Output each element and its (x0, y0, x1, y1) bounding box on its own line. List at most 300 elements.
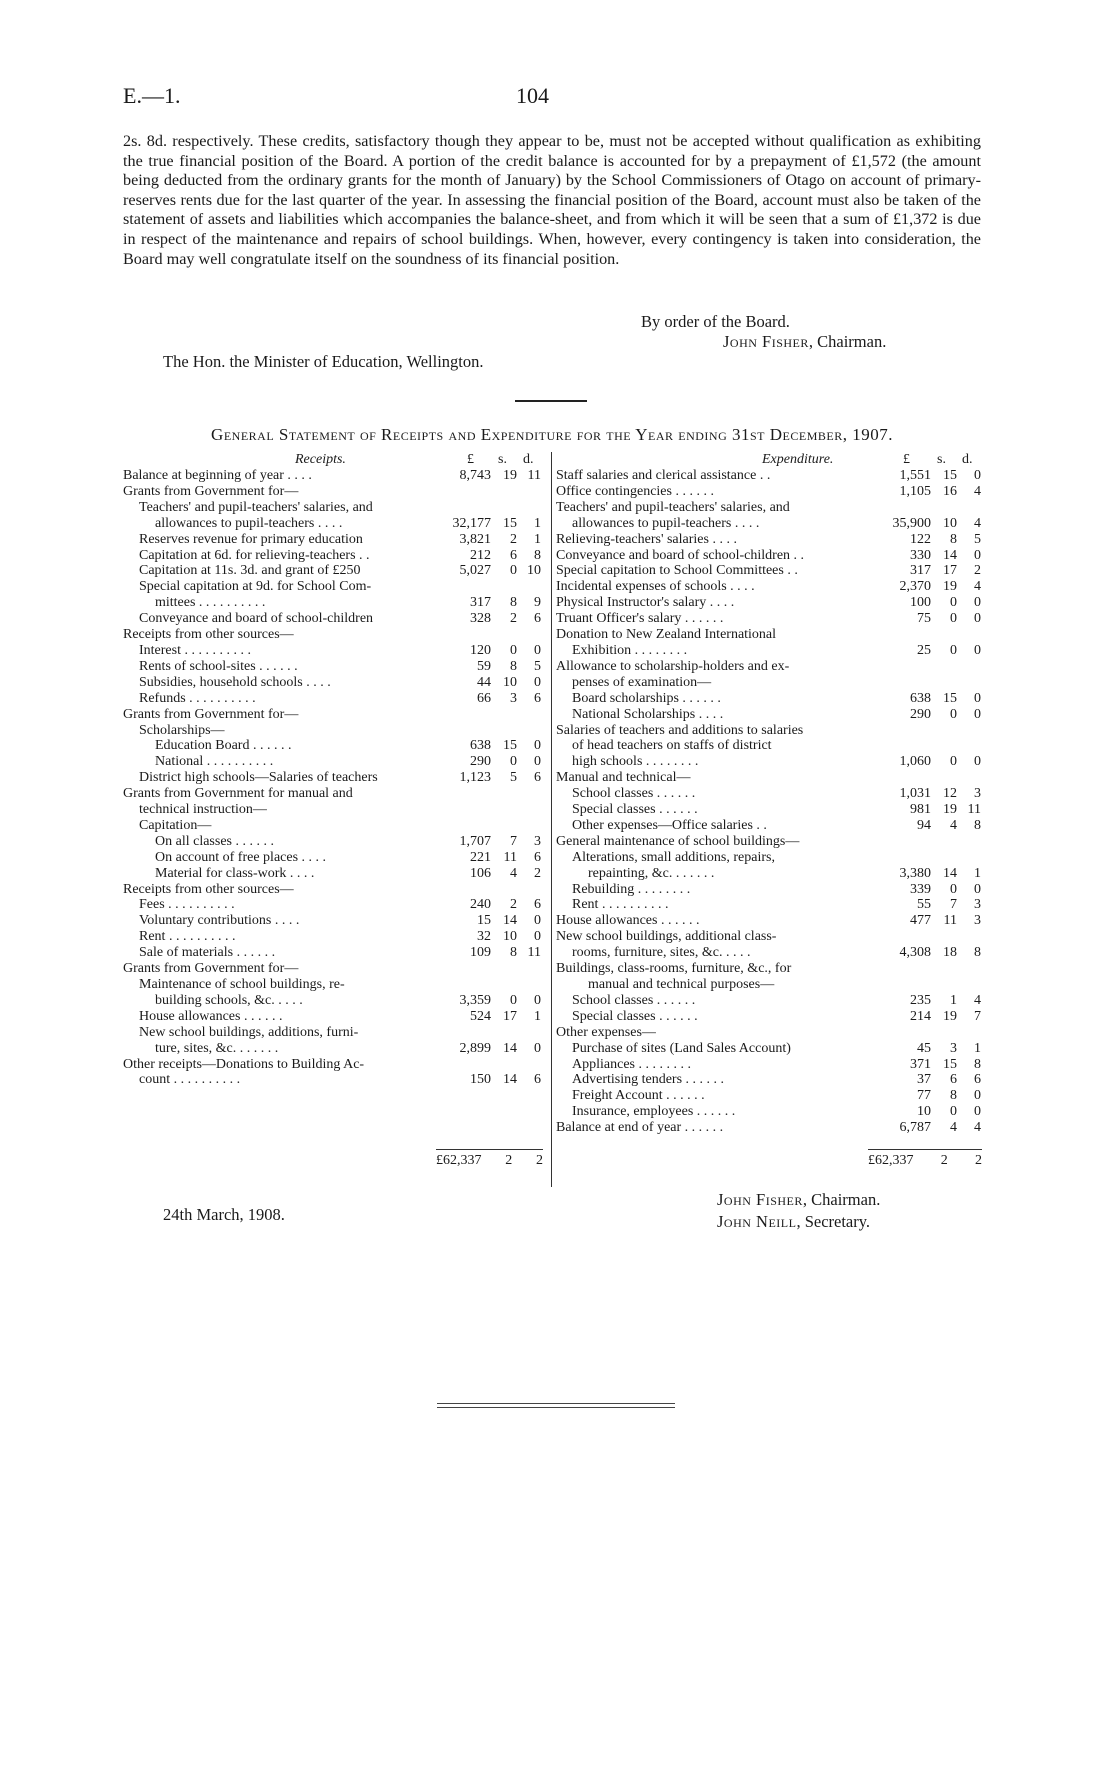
expenditure-row-pounds: 122 (910, 531, 931, 547)
receipts-row-pence (517, 1057, 541, 1073)
expenditure-row-pence: 0 (974, 881, 981, 897)
by-order-line: By order of the Board. (641, 312, 790, 331)
expenditure-row-label: Physical Instructor's salary . . . . (556, 595, 735, 611)
receipts-row-pounds: 32,177 (452, 515, 491, 531)
receipts-total-shillings: 2 (505, 1153, 513, 1168)
receipts-row (123, 468, 541, 484)
receipts-row-pence: 11 (527, 468, 541, 483)
expenditure-row (556, 818, 981, 834)
receipts-row-pence: 6 (534, 897, 541, 913)
receipts-row-pence: 0 (534, 642, 541, 658)
expenditure-row-pounds: 1,060 (899, 754, 931, 770)
receipts-row-shillings (491, 627, 517, 643)
receipts-row-label: Grants from Government for— (123, 961, 299, 977)
receipts-row-shillings: 7 (510, 833, 517, 849)
receipts-row (123, 659, 541, 675)
receipts-row-label: Balance at beginning of year . . . . (123, 468, 312, 483)
receipts-row (123, 754, 541, 770)
receipts-row-pounds (441, 484, 491, 500)
expenditure-row-pounds: 317 (910, 563, 931, 579)
expenditure-row-pence: 1 (974, 865, 981, 881)
receipts-row-label: Subsidies, household schools . . . . (139, 674, 331, 690)
expenditure-row-shillings: 15 (943, 690, 957, 706)
expenditure-row-shillings (931, 659, 957, 675)
expenditure-row-label: penses of examination— (572, 674, 712, 690)
expenditure-row (556, 579, 981, 595)
expenditure-row-pence: 4 (974, 579, 981, 595)
expenditure-row-pounds: 37 (917, 1072, 931, 1088)
expenditure-row-pence: 0 (974, 642, 981, 658)
receipts-row (123, 913, 541, 929)
receipts-table (123, 468, 541, 1088)
expenditure-row-label: Balance at end of year . . . . . . (556, 1120, 724, 1136)
expenditure-row-pounds (876, 770, 931, 786)
receipts-row-pence: 3 (534, 833, 541, 849)
expenditure-row (556, 643, 981, 659)
receipts-row (123, 945, 541, 961)
expenditure-row-label: Appliances . . . . . . . . (572, 1056, 691, 1072)
receipts-row-label: allowances to pupil-teachers . . . . (155, 515, 343, 531)
expenditure-row-label: Purchase of sites (Land Sales Account) (572, 1040, 791, 1056)
expenditure-row-pounds (876, 977, 931, 993)
receipts-row-pounds: 1,707 (459, 833, 491, 849)
intro-text: 2s. 8d. respectively. These credits, satisfactory though they appear to be, must not be accepted without qualification as exhibiting the true financial position of the Board. A portion of the credit balance is accounted for by a prepayment of £1,572 (the amount being deducted from the ordinary grants for the month of January) by the School Commissioners of Otago on account of primary-reserves rents due for the last quarter of the year. In assessing the financial position of the Board, account must also be taken of the statement of assets and liabilities which accompanies the balance-sheet, and from which it will be seen that a sum of £1,372 is due in respect of the maintenance and repairs of school buildings. When, however, every contingency is taken into consideration, the Board may well congratulate itself on the soundness of its financial position. (123, 132, 981, 268)
receipts-row-shillings: 19 (503, 468, 517, 483)
expenditure-row-pounds: 6,787 (899, 1120, 931, 1136)
expenditure-row-shillings: 0 (950, 595, 957, 611)
receipts-total-pence: 2 (536, 1153, 543, 1168)
expenditure-row-pence: 1 (974, 1040, 981, 1056)
receipts-row (123, 516, 541, 532)
chairman-title: , Chairman. (808, 332, 887, 351)
expenditure-row-label: Relieving-teachers' salaries . . . . (556, 531, 737, 547)
expenditure-row (556, 500, 981, 516)
receipts-row-shillings: 0 (510, 992, 517, 1008)
closing-rule (437, 1403, 675, 1404)
receipts-row-shillings (491, 1057, 517, 1073)
receipts-row (123, 675, 541, 691)
expenditure-row-shillings: 10 (943, 515, 957, 531)
receipts-row-pence: 0 (534, 1040, 541, 1056)
expenditure-row-pence: 0 (974, 611, 981, 627)
expenditure-row-label: Manual and technical— (556, 770, 691, 786)
expenditure-row-shillings: 19 (943, 1008, 957, 1024)
receipts-row-pence: 0 (534, 754, 541, 770)
receipts-row (123, 897, 541, 913)
expenditure-row-shillings (931, 627, 957, 643)
receipts-row-label: mittees . . . . . . . . . . (155, 595, 266, 611)
expenditure-row (556, 1025, 981, 1041)
receipts-row (123, 627, 541, 643)
expenditure-row-pounds: 3,380 (899, 865, 931, 881)
expenditure-row-label: Insurance, employees . . . . . . (572, 1104, 736, 1120)
expenditure-row (556, 945, 981, 961)
expenditure-row-label: Other expenses— (556, 1024, 656, 1040)
receipts-row-pounds: 106 (470, 865, 491, 881)
expenditure-row-shillings: 12 (943, 786, 957, 802)
receipts-row-pounds: 44 (477, 674, 491, 690)
receipts-total-pounds: £62,337 (436, 1153, 482, 1168)
expenditure-row (556, 977, 981, 993)
receipts-row-shillings: 17 (503, 1008, 517, 1024)
expenditure-row-pounds (876, 850, 931, 866)
receipts-shillings-unit: s. (498, 452, 507, 467)
expenditure-row (556, 1009, 981, 1025)
expenditure-row (556, 786, 981, 802)
expenditure-row-pounds: 981 (910, 802, 931, 818)
expenditure-row-shillings (931, 675, 957, 691)
expenditure-row (556, 1104, 981, 1120)
expenditure-row-shillings: 17 (943, 563, 957, 579)
receipts-row-pounds: 5,027 (459, 563, 491, 579)
receipts-row-pence: 2 (534, 865, 541, 881)
expenditure-row (556, 627, 981, 643)
receipts-row (123, 929, 541, 945)
receipts-row-label: Rent . . . . . . . . . . (139, 929, 236, 945)
expenditure-row-pence (957, 977, 981, 993)
page-number: 104 (516, 83, 549, 108)
receipts-row (123, 595, 541, 611)
receipts-row-shillings: 15 (503, 738, 517, 754)
receipts-row-pounds (441, 723, 491, 739)
expenditure-row-label: Conveyance and board of school-children . . (556, 547, 805, 563)
receipts-row-shillings: 0 (510, 563, 517, 579)
expenditure-row-label: Board scholarships . . . . . . (572, 690, 721, 706)
expenditure-row-shillings (931, 723, 957, 739)
expenditure-row-pence (957, 659, 981, 675)
expenditure-row-shillings: 8 (950, 531, 957, 547)
receipts-row (123, 723, 541, 739)
expenditure-row-label: of head teachers on staffs of district (572, 738, 772, 754)
receipts-row (123, 484, 541, 500)
expenditure-row-shillings: 19 (943, 579, 957, 595)
expenditure-row-label: rooms, furniture, sites, &c. . . . . (572, 945, 751, 961)
expenditure-row-pounds: 77 (917, 1088, 931, 1104)
receipts-row-pence: 0 (534, 913, 541, 929)
expenditure-total-pounds: £62,337 (868, 1153, 914, 1168)
expenditure-row-shillings (931, 929, 957, 945)
receipts-row-pounds: 8,743 (459, 468, 491, 483)
receipts-row-shillings: 8 (510, 945, 517, 961)
expenditure-row-label: School classes . . . . . . (572, 786, 696, 802)
expenditure-row-label: repainting, &c. . . . . . . (588, 865, 715, 881)
expenditure-row-pence (957, 850, 981, 866)
expenditure-row-pence (957, 770, 981, 786)
expenditure-row-label: Buildings, class-rooms, furniture, &c., for (556, 961, 792, 977)
expenditure-row-pence (957, 675, 981, 691)
expenditure-row-pounds: 339 (910, 881, 931, 897)
expenditure-row (556, 548, 981, 564)
footer-secretary-title: , Secretary. (796, 1212, 871, 1231)
expenditure-row-pounds: 10 (917, 1104, 931, 1120)
receipts-row (123, 961, 541, 977)
expenditure-row-shillings (931, 1025, 957, 1041)
receipts-row (123, 818, 541, 834)
receipts-row-shillings: 4 (510, 865, 517, 881)
receipts-row (123, 1009, 541, 1025)
expenditure-row-pounds: 100 (910, 595, 931, 611)
expenditure-heading: Expenditure. (762, 452, 834, 467)
expenditure-row-pounds: 235 (910, 992, 931, 1008)
intro-paragraph (123, 132, 981, 269)
receipts-row (123, 834, 541, 850)
receipts-pence-unit: d. (523, 452, 534, 467)
receipts-row-label: Interest . . . . . . . . . . (139, 642, 251, 658)
expenditure-row-pence: 7 (974, 1008, 981, 1024)
expenditure-row-shillings (931, 977, 957, 993)
expenditure-row-label: School classes . . . . . . (572, 992, 696, 1008)
receipts-row-pounds (441, 707, 491, 723)
receipts-row-label: Sale of materials . . . . . . (139, 945, 276, 961)
expenditure-row-pence: 0 (974, 754, 981, 770)
receipts-row-pounds: 1,123 (459, 770, 491, 786)
receipts-row-pounds (441, 579, 491, 595)
receipts-row-label: technical instruction— (139, 802, 267, 818)
expenditure-row-shillings: 14 (943, 865, 957, 881)
expenditure-row-pence: 0 (974, 1088, 981, 1104)
section-divider (515, 400, 587, 402)
expenditure-row-shillings (931, 738, 957, 754)
receipts-row-pounds (441, 1025, 491, 1041)
receipts-row-pence (517, 882, 541, 898)
expenditure-row-pounds: 35,900 (892, 515, 931, 531)
expenditure-row-label: Special classes . . . . . . (572, 802, 698, 818)
receipts-row (123, 563, 541, 579)
receipts-row-pence (517, 627, 541, 643)
expenditure-row-pounds (876, 675, 931, 691)
receipts-row-shillings: 10 (503, 929, 517, 945)
receipts-row-label: Conveyance and board of school-children (139, 611, 374, 627)
receipts-row-shillings (491, 579, 517, 595)
receipts-row-label: Maintenance of school buildings, re- (139, 977, 345, 992)
expenditure-row (556, 595, 981, 611)
expenditure-row-shillings: 0 (950, 611, 957, 627)
expenditure-row (556, 802, 981, 818)
expenditure-row-label: Special capitation to School Committees . . (556, 563, 798, 579)
receipts-row (123, 532, 541, 548)
receipts-row-pence (517, 500, 541, 516)
expenditure-row (556, 1072, 981, 1088)
receipts-row-label: count . . . . . . . . . . (139, 1072, 241, 1088)
receipts-row-shillings (491, 977, 517, 993)
expenditure-row (556, 770, 981, 786)
receipts-row (123, 882, 541, 898)
receipts-row-shillings: 14 (503, 1040, 517, 1056)
expenditure-row-pence (957, 961, 981, 977)
expenditure-row-pounds: 214 (910, 1008, 931, 1024)
receipts-row-pence: 6 (534, 690, 541, 706)
document-code: E.—1. (123, 83, 181, 108)
receipts-row (123, 738, 541, 754)
expenditure-row-pounds: 638 (910, 690, 931, 706)
expenditure-row-pence: 0 (974, 706, 981, 722)
receipts-row-pence (517, 818, 541, 834)
expenditure-row-label: General maintenance of school buildings— (556, 833, 800, 849)
receipts-row-shillings: 11 (503, 849, 517, 865)
expenditure-row-shillings: 15 (943, 468, 957, 483)
expenditure-row-label: House allowances . . . . . . (556, 913, 700, 929)
expenditure-row-shillings (931, 850, 957, 866)
expenditure-total (868, 1153, 982, 1169)
receipts-row-pence: 6 (534, 611, 541, 627)
receipts-row-pence: 5 (534, 658, 541, 674)
receipts-row-pounds: 290 (470, 754, 491, 770)
expenditure-row-shillings: 1 (950, 992, 957, 1008)
expenditure-row (556, 738, 981, 754)
expenditure-row-pounds: 1,105 (899, 483, 931, 499)
receipts-row-pence (517, 786, 541, 802)
receipts-row-pounds: 150 (470, 1072, 491, 1088)
expenditure-row-shillings: 0 (950, 706, 957, 722)
expenditure-row-shillings (931, 961, 957, 977)
expenditure-row (556, 1120, 981, 1136)
expenditure-row (556, 1057, 981, 1073)
receipts-row-pence (517, 1025, 541, 1041)
receipts-row-label: Capitation at 11s. 3d. and grant of £250 (139, 563, 361, 579)
receipts-row-label: House allowances . . . . . . (139, 1008, 283, 1024)
receipts-row (123, 579, 541, 595)
expenditure-row-pounds: 45 (917, 1040, 931, 1056)
expenditure-row-shillings: 18 (943, 945, 957, 961)
receipts-row (123, 993, 541, 1009)
expenditure-row-shillings: 16 (943, 483, 957, 499)
receipts-row-pounds (441, 961, 491, 977)
receipts-row-shillings: 10 (503, 674, 517, 690)
expenditure-row (556, 468, 981, 484)
receipts-row (123, 1057, 541, 1073)
expenditure-row-shillings: 8 (950, 1088, 957, 1104)
receipts-row-pounds: 212 (470, 547, 491, 563)
receipts-row-shillings (491, 723, 517, 739)
receipts-row-shillings (491, 882, 517, 898)
expenditure-row-pounds (876, 834, 931, 850)
receipts-row-pounds (441, 627, 491, 643)
expenditure-row (556, 1088, 981, 1104)
expenditure-row-label: National Scholarships . . . . (572, 706, 724, 722)
expenditure-row-label: Other expenses—Office salaries . . (572, 817, 767, 833)
receipts-row-label: Special capitation at 9d. for School Com- (139, 579, 372, 595)
expenditure-row-shillings: 15 (943, 1056, 957, 1072)
expenditure-row-pence: 5 (974, 531, 981, 547)
footer-chairman-name: John Fisher (717, 1190, 803, 1209)
receipts-row (123, 500, 541, 516)
receipts-row-label: Receipts from other sources— (123, 627, 294, 643)
receipts-row-pounds (441, 802, 491, 818)
receipts-row-pounds (441, 818, 491, 834)
expenditure-row-label: Alterations, small additions, repairs, (572, 849, 775, 865)
receipts-row-pence (517, 961, 541, 977)
expenditure-row-shillings: 6 (950, 1072, 957, 1088)
expenditure-row (556, 897, 981, 913)
expenditure-row-label: manual and technical purposes— (588, 977, 775, 992)
receipts-row (123, 707, 541, 723)
expenditure-row (556, 866, 981, 882)
expenditure-row-pence: 0 (974, 1104, 981, 1120)
receipts-row-pence: 6 (534, 770, 541, 786)
receipts-row-shillings (491, 500, 517, 516)
expenditure-row-label: Freight Account . . . . . . (572, 1088, 705, 1104)
receipts-row-pence: 6 (534, 1072, 541, 1088)
expenditure-row-shillings: 4 (950, 1120, 957, 1136)
expenditure-row (556, 563, 981, 579)
receipts-row-shillings: 2 (510, 611, 517, 627)
expenditure-row-pence: 4 (974, 992, 981, 1008)
receipts-row-label: Teachers' and pupil-teachers' salaries, and (139, 499, 373, 515)
expenditure-row-pounds (876, 659, 931, 675)
expenditure-row-pounds (876, 723, 931, 739)
receipts-row-shillings: 5 (510, 770, 517, 786)
expenditure-row (556, 834, 981, 850)
receipts-row-pence: 0 (534, 929, 541, 945)
receipts-row-pounds (441, 977, 491, 993)
receipts-row-pence: 10 (527, 563, 541, 579)
expenditure-row (556, 723, 981, 739)
receipts-row-label: Grants from Government for— (123, 483, 299, 499)
receipts-row-label: Reserves revenue for primary education (139, 531, 363, 547)
expenditure-row-shillings (931, 770, 957, 786)
receipts-row-pounds (441, 882, 491, 898)
expenditure-row-pence: 11 (967, 802, 981, 818)
expenditure-row-pounds: 75 (917, 611, 931, 627)
expenditure-row-label: Rebuilding . . . . . . . . (572, 881, 691, 897)
expenditure-row-pence: 0 (974, 547, 981, 563)
expenditure-row-shillings: 0 (950, 754, 957, 770)
statement-date: 24th March, 1908. (163, 1205, 285, 1224)
expenditure-pounds-unit: £ (903, 452, 910, 467)
receipts-pounds-unit: £ (467, 452, 474, 467)
expenditure-row (556, 484, 981, 500)
expenditure-row-pounds: 1,031 (899, 786, 931, 802)
receipts-row-pounds: 3,821 (459, 531, 491, 547)
expenditure-row-label: Exhibition . . . . . . . . (572, 642, 688, 658)
receipts-row-shillings: 0 (510, 754, 517, 770)
receipts-row-label: Receipts from other sources— (123, 881, 294, 897)
receipts-row-pounds: 59 (477, 658, 491, 674)
expenditure-row-pounds: 2,370 (899, 579, 931, 595)
receipts-row-label: Material for class-work . . . . (155, 865, 315, 881)
receipts-row-pounds: 317 (470, 595, 491, 611)
expenditure-row-label: allowances to pupil-teachers . . . . (572, 515, 760, 531)
receipts-row-label: On all classes . . . . . . (155, 833, 274, 849)
receipts-row-pounds: 120 (470, 642, 491, 658)
expenditure-row-pounds (876, 738, 931, 754)
expenditure-row-pence: 8 (974, 817, 981, 833)
receipts-row-pence (517, 723, 541, 739)
receipts-row-shillings: 8 (510, 658, 517, 674)
receipts-row-pounds: 638 (470, 738, 491, 754)
footer-secretary-name: John Neill (717, 1212, 797, 1231)
receipts-row (123, 1041, 541, 1057)
receipts-row-pounds: 221 (470, 849, 491, 865)
expenditure-row-pounds: 477 (910, 913, 931, 929)
expenditure-row (556, 850, 981, 866)
expenditure-row-pence: 6 (974, 1072, 981, 1088)
receipts-row (123, 770, 541, 786)
closing-rule (437, 1407, 675, 1408)
expenditure-row (556, 882, 981, 898)
expenditure-row-shillings: 7 (950, 897, 957, 913)
receipts-row-pence: 0 (534, 992, 541, 1008)
receipts-row-pence (517, 579, 541, 595)
expenditure-row (556, 961, 981, 977)
expenditure-row (556, 516, 981, 532)
receipts-row-label: Capitation— (139, 817, 212, 833)
expenditure-row-pounds: 55 (917, 897, 931, 913)
expenditure-row-pounds: 94 (917, 817, 931, 833)
expenditure-row-label: high schools . . . . . . . . (572, 754, 699, 770)
footer-secretary-signature (717, 1212, 870, 1232)
expenditure-row-pence: 0 (974, 595, 981, 611)
